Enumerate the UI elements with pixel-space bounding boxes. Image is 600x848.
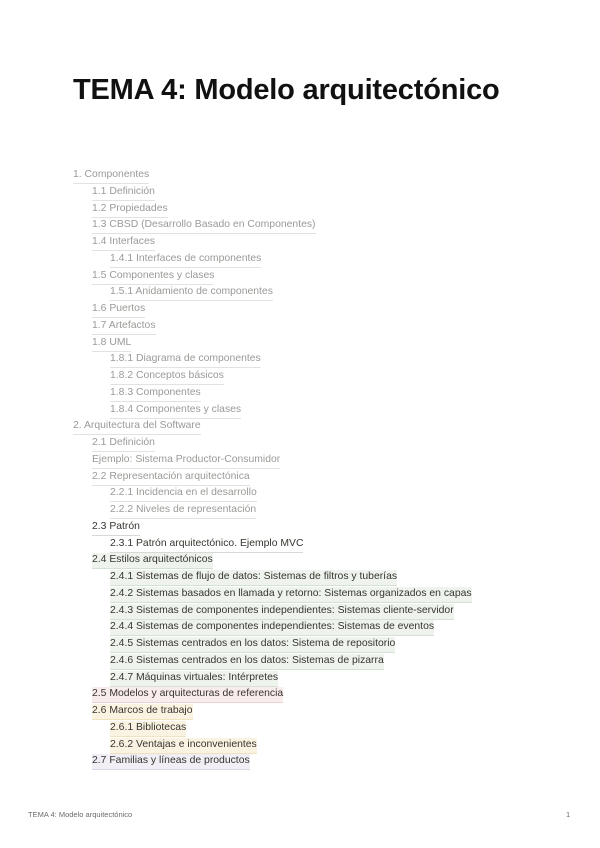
- toc-link-level-1[interactable]: 2.1 Definición: [92, 436, 155, 452]
- toc-link-level-1[interactable]: 1.4 Interfaces: [92, 235, 155, 251]
- toc-link-level-2[interactable]: 1.8.4 Componentes y clases: [110, 403, 241, 419]
- toc-link-level-2[interactable]: 2.4.4 Sistemas de componentes independientes: Sistemas de eventos: [110, 620, 434, 636]
- toc-link-level-1[interactable]: 1.3 CBSD (Desarrollo Basado en Componentes): [92, 218, 316, 234]
- toc-link-level-1[interactable]: 2.4 Estilos arquitectónicos: [92, 553, 213, 569]
- toc-link-level-1[interactable]: 2.3 Patrón: [92, 520, 140, 536]
- toc-link-level-2[interactable]: 1.4.1 Interfaces de componentes: [110, 252, 261, 268]
- toc-link-level-2[interactable]: 2.4.7 Máquinas virtuales: Intérpretes: [110, 671, 278, 687]
- toc-link-level-2[interactable]: 2.2.1 Incidencia en el desarrollo: [110, 486, 257, 502]
- toc-link-level-2[interactable]: 1.8.1 Diagrama de componentes: [110, 352, 261, 368]
- toc-link-level-1[interactable]: 1.6 Puertos: [92, 302, 145, 318]
- toc-link-level-1[interactable]: 1.8 UML: [92, 336, 131, 352]
- toc-link-level-0[interactable]: 2. Arquitectura del Software: [73, 419, 201, 435]
- toc-link-level-2[interactable]: 1.5.1 Anidamiento de componentes: [110, 285, 273, 301]
- toc-link-level-2[interactable]: 2.4.5 Sistemas centrados en los datos: Sistema de repositorio: [110, 637, 395, 653]
- toc-link-level-1[interactable]: 2.5 Modelos y arquitecturas de referencia: [92, 687, 283, 703]
- toc-link-level-2[interactable]: 2.4.3 Sistemas de componentes independientes: Sistemas cliente-servidor: [110, 604, 454, 620]
- toc-link-level-1[interactable]: 1.2 Propiedades: [92, 202, 168, 218]
- toc-link-level-2[interactable]: 1.8.3 Componentes: [110, 386, 201, 402]
- toc-link-level-1[interactable]: 2.7 Familias y líneas de productos: [92, 754, 250, 770]
- page-title: TEMA 4: Modelo arquitectónico: [73, 74, 500, 106]
- toc-link-level-1[interactable]: 1.7 Artefactos: [92, 319, 156, 335]
- footer-document-title: TEMA 4: Modelo arquitectónico: [28, 810, 133, 819]
- toc-link-level-1[interactable]: 1.5 Componentes y clases: [92, 269, 214, 285]
- toc-link-level-2[interactable]: 2.3.1 Patrón arquitectónico. Ejemplo MVC: [110, 537, 303, 553]
- toc-link-level-2[interactable]: 1.8.2 Conceptos básicos: [110, 369, 224, 385]
- toc-link-level-1[interactable]: 2.2 Representación arquitectónica: [92, 470, 250, 486]
- toc-link-level-2[interactable]: 2.4.6 Sistemas centrados en los datos: Sistemas de pizarra: [110, 654, 384, 670]
- toc-link-level-0[interactable]: 1. Componentes: [73, 168, 149, 184]
- toc-link-level-1[interactable]: Ejemplo: Sistema Productor-Consumidor: [92, 453, 280, 469]
- toc-link-level-2[interactable]: 2.4.1 Sistemas de flujo de datos: Sistemas de filtros y tuberías: [110, 570, 397, 586]
- footer-page-number: 1: [566, 810, 571, 819]
- toc-link-level-2[interactable]: 2.2.2 Niveles de representación: [110, 503, 256, 519]
- toc-link-level-1[interactable]: 2.6 Marcos de trabajo: [92, 704, 193, 720]
- toc-link-level-2[interactable]: 2.6.2 Ventajas e inconvenientes: [110, 738, 257, 754]
- toc-link-level-2[interactable]: 2.4.2 Sistemas basados en llamada y retorno: Sistemas organizados en capas: [110, 587, 472, 603]
- toc-link-level-1[interactable]: 1.1 Definición: [92, 185, 155, 201]
- toc-link-level-2[interactable]: 2.6.1 Bibliotecas: [110, 721, 186, 737]
